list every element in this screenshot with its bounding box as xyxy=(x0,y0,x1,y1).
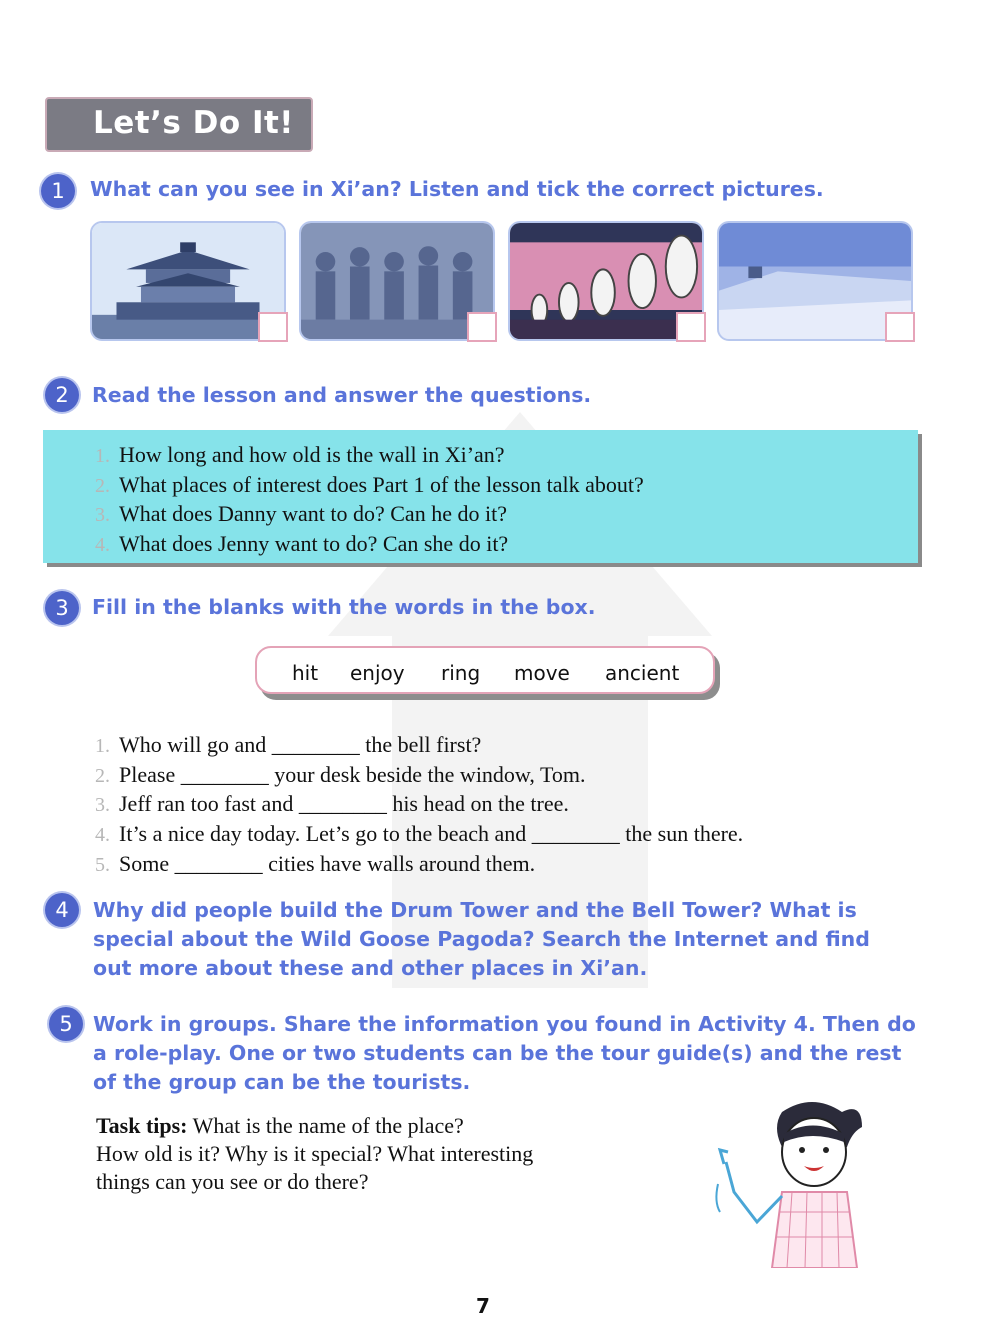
activity-2-instruction: Read the lesson and answer the questions. xyxy=(92,383,592,407)
task-tips-label: Task tips: xyxy=(96,1113,188,1138)
question-item: 2. What places of interest does Part 1 of the lesson talk about? xyxy=(95,471,644,497)
terracotta-warriors-photo xyxy=(299,221,495,341)
tick-box-1[interactable] xyxy=(258,312,288,342)
activity-3-instruction: Fill in the blanks with the words in the box. xyxy=(92,595,596,619)
activity-2-number: 2 xyxy=(45,378,79,412)
beach-photo xyxy=(717,221,913,341)
task-tips: Task tips: What is the name of the place? How old is it? Why is it special? What interesting things can you see or do there? xyxy=(96,1113,534,1194)
tick-box-3[interactable] xyxy=(676,312,706,342)
activity-5-instruction: Work in groups. Share the information you found in Activity 4. Then do a role-play. One or two students can be the tour guide(s) and the rest of the group can be the tourists. xyxy=(93,1012,916,1094)
activity-5-number: 5 xyxy=(49,1007,83,1041)
word-box-item: ring xyxy=(441,661,481,685)
banner-title: Let’s Do It! xyxy=(93,105,294,141)
question-item: 4. What does Jenny want to do? Can she do it? xyxy=(95,531,509,557)
fill-blank-item: 3. Jeff ran too fast and ________ his head on the tree. xyxy=(95,791,569,817)
question-item: 1. How long and how old is the wall in Xi’an? xyxy=(95,442,505,467)
questions-list xyxy=(95,441,644,560)
fill-blank-item: 1. Who will go and ________ the bell first? xyxy=(95,732,482,757)
fill-blank-item: 5. Some ________ cities have walls around them. xyxy=(95,850,536,876)
tick-box-2[interactable] xyxy=(467,312,497,342)
word-box-item: ancient xyxy=(605,661,680,685)
question-item: 3. What does Danny want to do? Can he do it? xyxy=(95,501,507,527)
fill-blank-item: 2. Please ________ your desk beside the window, Tom. xyxy=(95,761,586,787)
fill-blank-item: 4. It’s a nice day today. Let’s go to the beach and ________ the sun there. xyxy=(95,821,744,847)
word-box-item: move xyxy=(514,661,570,685)
word-box-item: enjoy xyxy=(350,661,405,685)
word-box xyxy=(255,646,715,694)
fill-blank-list xyxy=(95,731,743,880)
girl-illustration xyxy=(712,1092,882,1268)
lets-do-it-banner xyxy=(45,97,313,152)
activity-4-number: 4 xyxy=(45,893,79,927)
activity-4-instruction: Why did people build the Drum Tower and the Bell Tower? What is special about the Wild Goose Pagoda? Search the Internet and find out more about these and other places in Xi’an. xyxy=(93,898,870,980)
word-box-item: hit xyxy=(292,661,319,685)
page-number: 7 xyxy=(476,1294,490,1318)
activity-3-number: 3 xyxy=(45,591,79,625)
activity-1-instruction: What can you see in Xi’an? Listen and tick the correct pictures. xyxy=(90,177,824,201)
activity-1-number: 1 xyxy=(41,174,75,208)
drums-photo xyxy=(508,221,704,341)
tick-box-4[interactable] xyxy=(885,312,915,342)
drum-tower-photo xyxy=(90,221,286,341)
